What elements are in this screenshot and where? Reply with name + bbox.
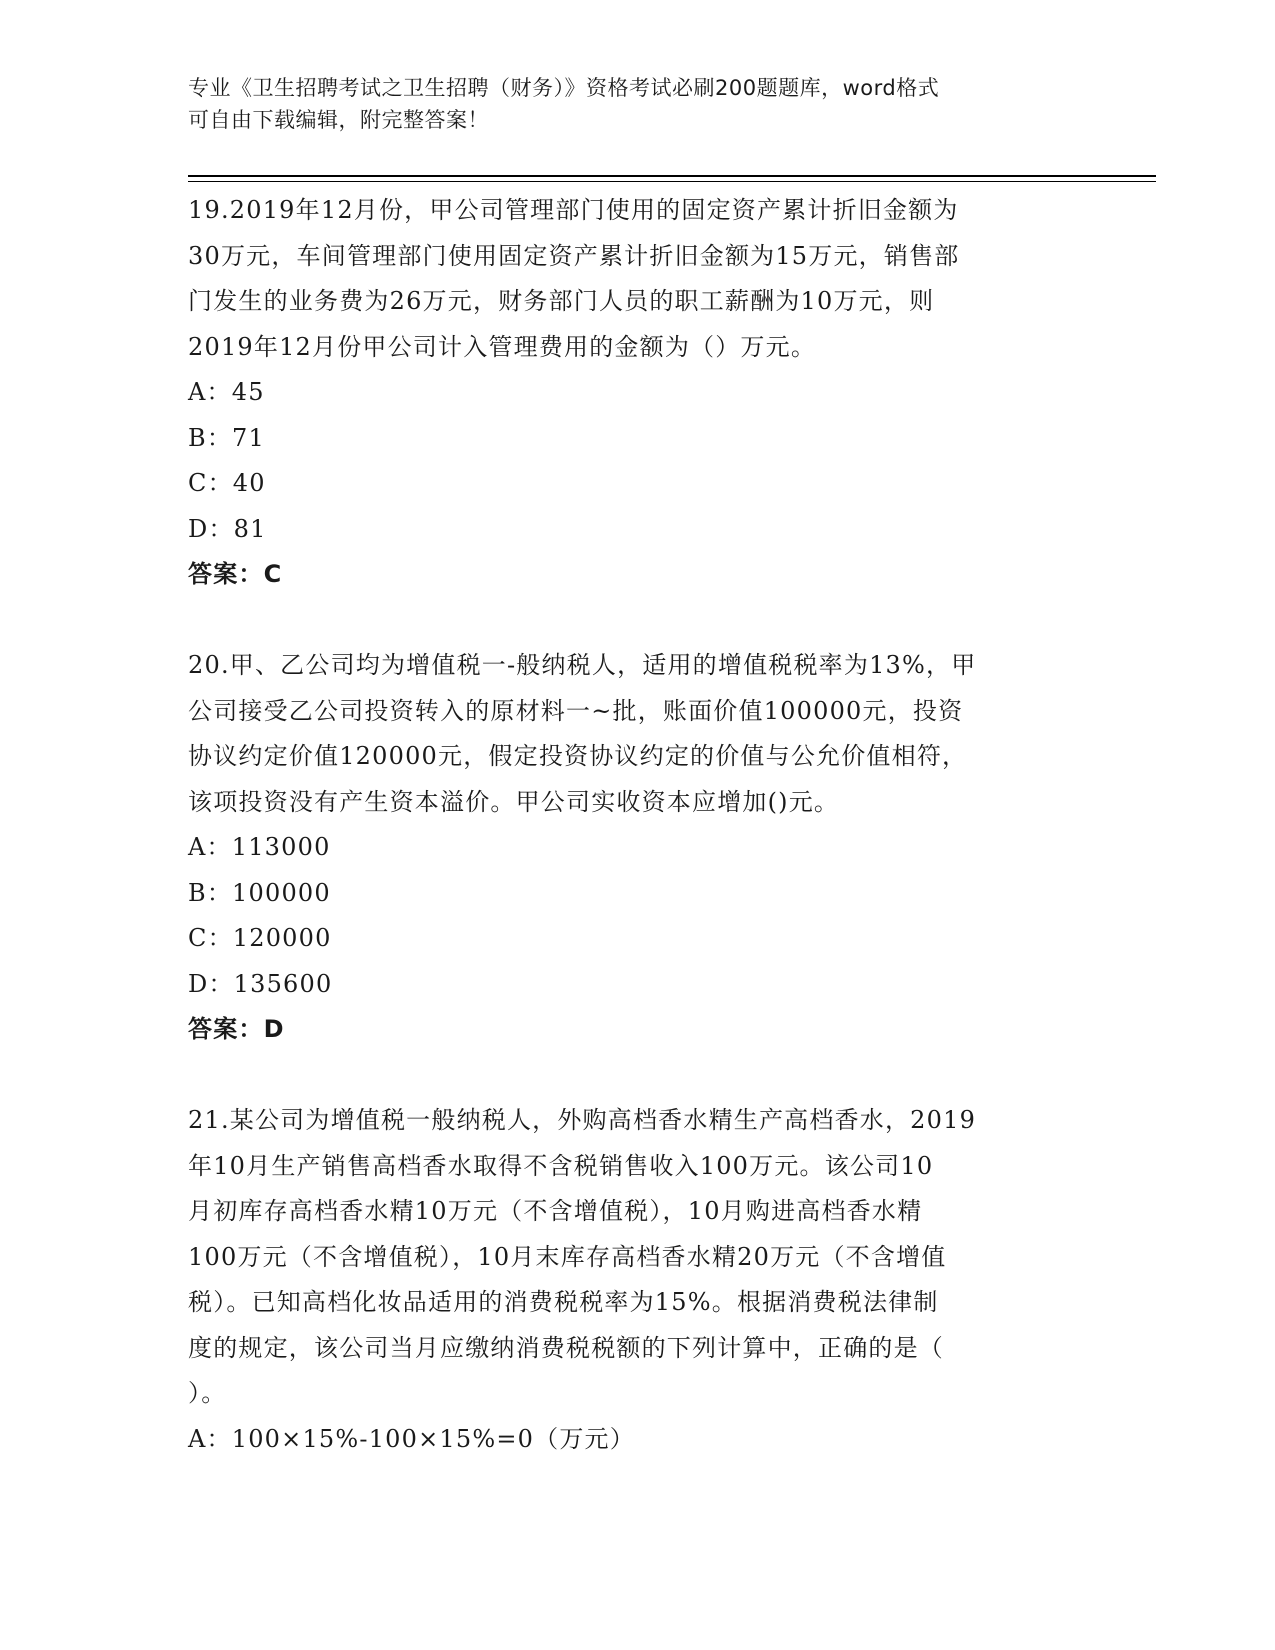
header-divider-thick — [188, 175, 1156, 177]
question-list — [188, 188, 1088, 1462]
question-text-line: 度的规定，该公司当月应缴纳消费税税额的下列计算中，正确的是（ — [188, 1333, 944, 1362]
question-text-line: 门发生的业务费为26万元，财务部门人员的职工薪酬为10万元，则 — [188, 287, 935, 315]
spacer — [188, 1053, 1088, 1099]
question-19 — [188, 188, 1088, 598]
question-text-line: 30万元，车间管理部门使用固定资产累计折旧金额为15万元，销售部 — [188, 241, 960, 270]
question-text-line: 年10月生产销售高档香水取得不含税销售收入100万元。该公司10 — [188, 1151, 934, 1180]
question-text-line: 20.甲、乙公司均为增值税一-般纳税人，适用的增值税税率为13%，甲 — [188, 651, 977, 679]
question-text-line: 协议约定价值120000元，假定投资协议约定的价值与公允价值相符， — [188, 742, 968, 770]
page-header — [188, 72, 1088, 136]
header-line-2: 可自由下载编辑，附完整答案！ — [188, 108, 489, 132]
question-text-line: 19.2019年12月份，甲公司管理部门使用的固定资产累计折旧金额为 — [188, 196, 959, 224]
option-d: D：81 — [188, 514, 267, 543]
option-b: B：71 — [188, 423, 265, 452]
question-text-line: 2019年12月份甲公司计入管理费用的金额为（）万元。 — [188, 332, 817, 361]
header-line-1: 专业《卫生招聘考试之卫生招聘（财务）》资格考试必刷200题题库，word格式 — [188, 76, 940, 100]
option-d: D：135600 — [188, 969, 333, 998]
spacer — [188, 598, 1088, 644]
question-text-line: 该项投资没有产生资本溢价。甲公司实收资本应增加()元。 — [188, 787, 840, 816]
option-b: B：100000 — [188, 878, 331, 907]
question-text-line: 21.某公司为增值税一般纳税人，外购高档香水精生产高档香水，2019 — [188, 1106, 977, 1134]
option-c: C：120000 — [188, 924, 332, 952]
question-text-line: 公司接受乙公司投资转入的原材料一~批，账面价值100000元，投资 — [188, 696, 964, 725]
question-text-line: ）。 — [188, 1379, 227, 1407]
question-text-line: 月初库存高档香水精10万元（不含增值税），10月购进高档香水精 — [188, 1197, 923, 1225]
header-divider-thin — [188, 181, 1156, 182]
question-21 — [188, 1098, 1088, 1462]
answer-label: 答案：D — [188, 1015, 285, 1043]
question-20 — [188, 643, 1088, 1053]
question-text-line: 100万元（不含增值税），10月末库存高档香水精20万元（不含增值 — [188, 1242, 947, 1271]
option-a: A：100×15%-100×15%=0（万元） — [188, 1424, 635, 1453]
question-text-line: 税）。已知高档化妆品适用的消费税税率为15%。根据消费税法律制 — [188, 1288, 939, 1316]
option-a: A：113000 — [188, 833, 331, 861]
option-a: A：45 — [188, 378, 265, 406]
answer-label: 答案：C — [188, 560, 283, 588]
option-c: C：40 — [188, 469, 266, 497]
